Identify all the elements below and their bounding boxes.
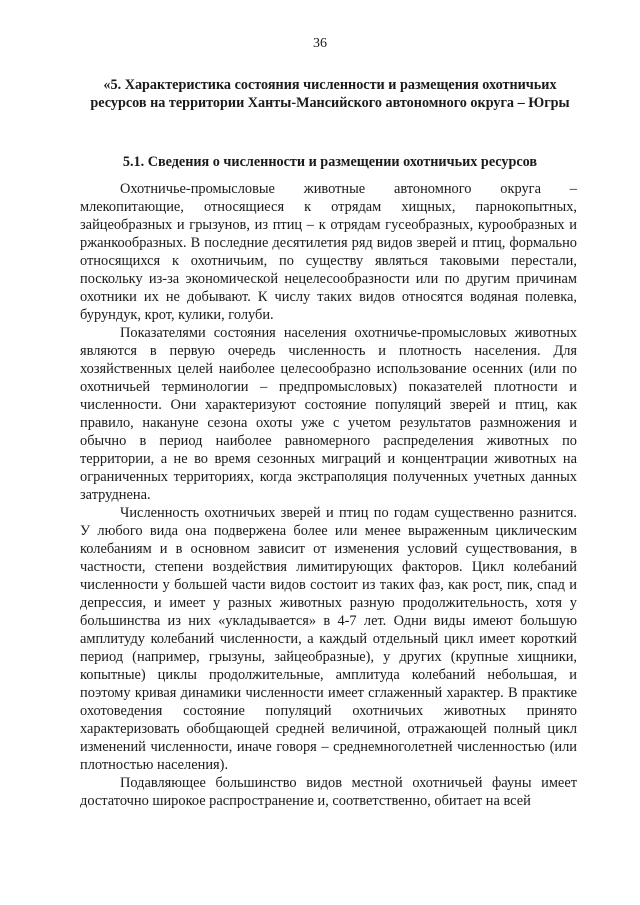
- page-number: 36: [313, 36, 327, 51]
- paragraph-4: Подавляющее большинство видов местной охотничьей фауны имеет достаточно широкое распространение и, соответственно, обитает на всей: [80, 775, 577, 809]
- section-title: 5.1. Сведения о численности и размещении охотничьих ресурсов: [122, 154, 538, 170]
- paragraph-3: Численность охотничьих зверей и птиц по годам существенно разнится. У любого вида она подвержена более или менее выраженным циклическим колебаниям и в основном зависит от изменения условий существования, в частности, степени воздействия лимитирующих факторов. Цикл колебаний численности у большей части видов состоит из таких фаз, как рост, пик, спад и депрессия, и имеет у разных животных разную продолжительность, хотя у большинства из них «укладывается» в 4-7 лет. Одни виды имеют большую амплитуду колебаний численности, а каждый отдельный цикл имеет короткий период (например, грызуны, зайцеобразные), у других (крупные хищники, копытные) циклы продолжительные, амплитуда колебаний небольшая, и поэтому кривая динамики численности имеет сглаженный характер. В практике охотоведения состояние популяций охотничьих животных принято характеризовать обобщающей средней величиной, отражающей полный цикл изменений численности, иначе говоря – среднемноголетней численностью (или плотностью населения).: [80, 505, 577, 773]
- paragraph-2: Показателями состояния населения охотничье-промысловых животных являются в первую очередь численность и плотность населения. Для хозяйственных целей наиболее целесообразно использование осенних (или по охотничьей терминологии – предпромысловых) показателей плотности и численности. Они характеризуют состояние популяций зверей и птиц, как правило, накануне сезона охоты уже с учетом результатов размножения и обычно в период наиболее равномерного распределения животных по территории, а не во время сезонных миграций и концентрации животных на ограниченных территориях, когда экстраполяция полученных учетных данных затруднена.: [80, 325, 577, 503]
- paragraph-1: Охотничье-промысловые животные автономного округа – млекопитающие, относящиеся к отрядам хищных, парнокопытных, зайцеобразных и грызунов, из птиц – к отрядам гусеобразных, курообразных и ржанкообразных. В последние десятилетия ряд видов зверей и птиц, формально относящихся к охотничьим, по существу являться таковыми перестали, поскольку из-за экономической нецелесообразности или по другим причинам охотники их не добывают. К числу таких видов относятся водяная полевка, бурундук, крот, кулики, голуби.: [80, 181, 577, 323]
- body-text: [80, 180, 577, 810]
- chapter-title: «5. Характеристика состояния численности и размещения охотничьих ресурсов на территории Ханты-Мансийского автономного округа – Югры: [90, 77, 570, 111]
